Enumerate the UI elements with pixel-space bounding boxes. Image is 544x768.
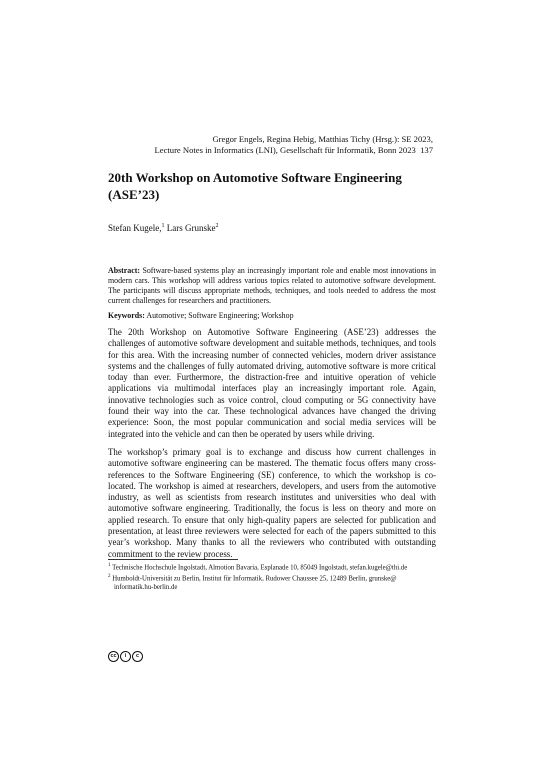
header-line-2: [155, 145, 434, 156]
footnote-2-mark: 2: [108, 573, 111, 579]
footnote-2-continuation: informatik.hu-berlin.de: [114, 583, 178, 591]
footnote-2-text: Humboldt-Universität zu Berlin, Institut für Informatik, Rudower Chaussee 25, 12489 Berlin, grunske@: [112, 575, 397, 583]
running-header: [155, 134, 434, 156]
body-paragraph-1: The 20th Workshop on Automotive Software Engineering (ASE’23) addresses the challenges of automotive software development and suitable methods, techniques, and tools for this area. With the increasing number of connected vehicles, modern driver assistance systems and the challenges of fully automated driving, automotive software is more critical today than ever. Furthermore, the distraction-free and intuitive operation of vehicle applications via multimodal interfaces play an increasingly important role. Again, innovative technologies such as voice control, cloud computing or 5G connectivity have found their way into the car. These technological advances have changed the driving experience: Soon, the most popular communication and social media services will be integrated into the vehicle and can then be operated by users while driving.: [108, 327, 436, 439]
title-line-2: (ASE’23): [108, 187, 160, 202]
footnote-2: [108, 573, 438, 584]
keywords-label: Keywords:: [108, 311, 145, 320]
cc-icon: cc: [108, 651, 119, 662]
abstract: [108, 266, 436, 306]
copyright-icon: c: [132, 651, 143, 662]
footnote-1-text: Technische Hochschule Ingolstadt, Almotion Bavaria, Esplanade 10, 85049 Ingolstadt, stefan.kugele@thi.de: [112, 564, 408, 572]
author-1-mark: 1: [161, 223, 165, 229]
header-venue: Lecture Notes in Informatics (LNI), Gesellschaft für Informatik, Bonn 2023: [154, 145, 416, 155]
footnote-1: [108, 562, 438, 573]
author-2: Lars Grunske: [166, 223, 216, 233]
footnotes: [108, 562, 438, 593]
title-line-1: 20th Workshop on Automotive Software Engineering: [108, 170, 402, 185]
keywords-text: Automotive; Software Engineering; Workshop: [146, 311, 294, 320]
paper-title: [108, 169, 438, 203]
by-icon: i: [120, 651, 131, 662]
footnote-1-mark: 1: [108, 563, 111, 568]
author-2-mark: 2: [215, 223, 219, 229]
abstract-text: Software-based systems play an increasingly important role and enable most innovations in modern cars. This workshop will address various topics related to automotive software development. The participants will discuss appropriate methods, techniques, and tools needed to address the most current challenges for researchers and practitioners.: [108, 266, 436, 305]
keywords: [108, 311, 436, 320]
author-1: Stefan Kugele,: [108, 223, 162, 233]
footnote-divider: [108, 559, 238, 560]
creative-commons-badge: [108, 651, 143, 662]
author-list: [108, 223, 218, 233]
abstract-label: Abstract:: [108, 266, 140, 275]
body-paragraph-2: The workshop’s primary goal is to exchange and discuss how current challenges in automotive software engineering can be mastered. The thematic focus offers many cross-references to the Software Engineering (SE) conference, to which the workshop is co-located. The workshop is aimed at researchers, developers, and users from the automotive industry, as well as scientists from research institutes and universities who deal with automotive software engineering. Traditionally, the focus is less on theory and more on applied research. To ensure that only high-quality papers are selected for publication and presentation, at least three reviewers were selected for each of the papers submitted to this year’s workshop. Many thanks to all the reviewers who contributed with outstanding commitment to the review process.: [108, 447, 436, 559]
page-number: 137: [420, 145, 433, 155]
header-line-1: Gregor Engels, Regina Hebig, Matthias Tichy (Hrsg.): SE 2023,: [212, 134, 433, 144]
